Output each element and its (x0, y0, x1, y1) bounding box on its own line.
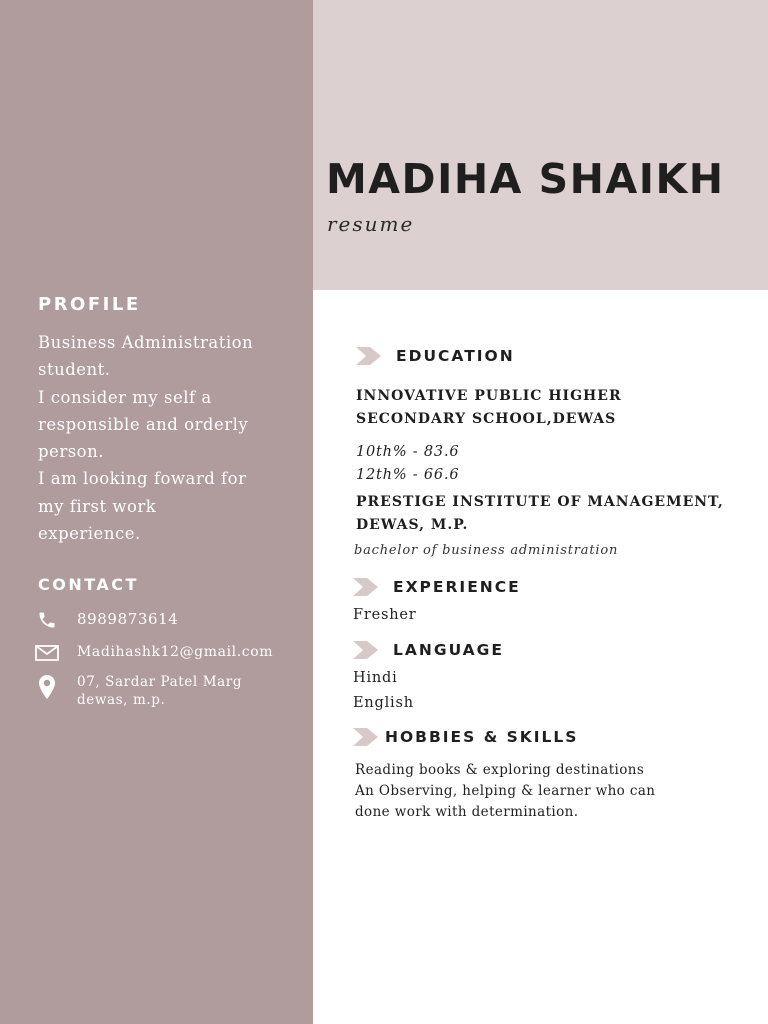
hobbies-heading: HOBBIES & SKILLS (385, 728, 579, 746)
language-list (353, 666, 414, 716)
grades (356, 441, 459, 487)
profile-line: I am looking foward for (38, 469, 247, 489)
hobby-line: done work with determination. (355, 804, 579, 820)
resume-name: MADIHA SHAIKH (326, 155, 725, 203)
location-pin-icon (35, 673, 59, 701)
language-item: Hindi (353, 670, 398, 686)
hobby-line: Reading books & exploring destinations (355, 762, 645, 778)
school-line: DEWAS, M.P. (356, 517, 469, 533)
school-line: SECONDARY SCHOOL,DEWAS (356, 411, 617, 427)
contact-email (35, 643, 273, 663)
language-header (353, 640, 504, 660)
header-block (313, 0, 768, 290)
chevron-right-icon (356, 346, 382, 366)
hobbies-list (355, 760, 655, 823)
address-text (77, 673, 242, 709)
experience-text: Fresher (353, 607, 417, 623)
experience-header (353, 577, 521, 597)
education-heading: EDUCATION (396, 347, 515, 365)
school-line: PRESTIGE INSTITUTE OF MANAGEMENT, (356, 494, 724, 510)
grade-10: 10th% - 83.6 (356, 444, 460, 460)
profile-line: person. (38, 442, 104, 462)
school-line: INNOVATIVE PUBLIC HIGHER (356, 388, 622, 404)
education-header (356, 346, 515, 366)
profile-heading: PROFILE (38, 294, 141, 315)
address-line: 07, Sardar Patel Marg (77, 674, 243, 690)
school-1 (356, 385, 622, 431)
grade-12: 12th% - 66.6 (356, 467, 460, 483)
contact-phone (35, 610, 178, 630)
chevron-right-icon (353, 727, 379, 747)
profile-line: responsible and orderly (38, 414, 249, 434)
experience-heading: EXPERIENCE (393, 578, 521, 596)
hobby-line: An Observing, helping & learner who can (355, 783, 656, 799)
school-2 (356, 491, 724, 537)
profile-line: student. (38, 360, 111, 380)
hobbies-header (353, 727, 578, 747)
contact-heading: CONTACT (38, 575, 139, 594)
degree: bachelor of business administration (354, 543, 619, 558)
envelope-icon (35, 643, 59, 663)
chevron-right-icon (353, 640, 379, 660)
email-address[interactable]: Madihashk12@gmail.com (77, 644, 274, 660)
profile-line: my first work (38, 496, 157, 516)
address-line: dewas, m.p. (77, 692, 166, 708)
chevron-right-icon (353, 577, 379, 597)
profile-text (38, 329, 288, 547)
profile-line: Business Administration (38, 333, 254, 352)
phone-icon (35, 610, 59, 630)
contact-address (35, 673, 242, 709)
language-heading: LANGUAGE (393, 641, 504, 659)
profile-line: I consider my self a (38, 387, 212, 407)
language-item: English (353, 695, 414, 711)
phone-number[interactable]: 8989873614 (77, 610, 179, 628)
profile-line: experience. (38, 524, 141, 544)
resume-subtitle: resume (327, 212, 415, 236)
